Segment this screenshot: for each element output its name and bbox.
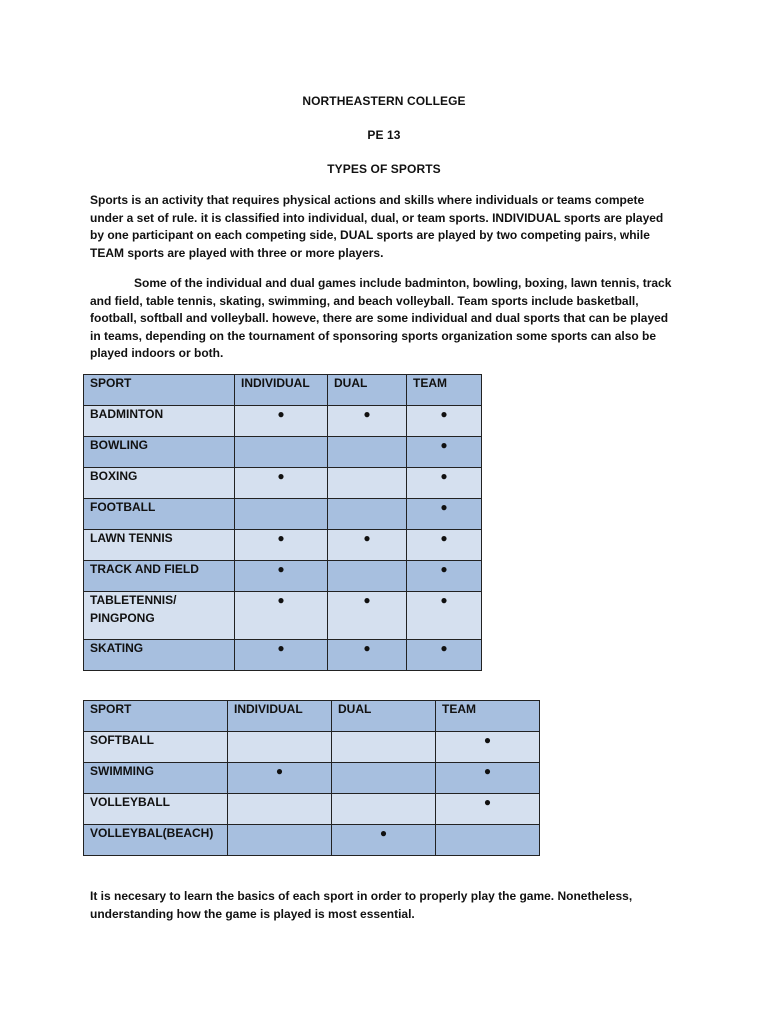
team-mark: ● (407, 592, 482, 640)
individual-mark: ● (228, 763, 332, 794)
intro-paragraph: Sports is an activity that requires physical actions and skills where individuals or teams compete under a set of rule. it is classified into individual, dual, or team sports. INDIVIDUAL sports are played by one participant on each competing side, DUAL sports are played by two competing pairs, while TEAM sports are played with three or more players. (90, 193, 664, 260)
team-mark: ● (407, 499, 482, 530)
team-mark: ● (436, 763, 540, 794)
institution-title: NORTHEASTERN COLLEGE (302, 94, 466, 108)
column-header: TEAM (407, 375, 482, 406)
sport-name-cell: TRACK AND FIELD (84, 561, 235, 592)
individual-mark: ● (235, 640, 328, 671)
column-header: TEAM (436, 701, 540, 732)
examples-paragraph (90, 275, 680, 363)
table-row (84, 592, 482, 640)
column-header: INDIVIDUAL (228, 701, 332, 732)
table-row (84, 732, 540, 763)
team-mark: ● (407, 468, 482, 499)
individual-mark (235, 499, 328, 530)
individual-mark: ● (235, 406, 328, 437)
table-row (84, 763, 540, 794)
table-row (84, 468, 482, 499)
dual-mark: ● (332, 825, 436, 856)
sport-name-line-2: PINGPONG (90, 610, 155, 625)
dual-mark: ● (328, 592, 407, 640)
dual-mark (328, 561, 407, 592)
table-row (84, 437, 482, 468)
sport-name-cell: SKATING (84, 640, 235, 671)
sports-table-1 (83, 374, 482, 671)
topic-title: TYPES OF SPORTS (327, 162, 441, 176)
sport-name-cell: VOLLEYBAL(BEACH) (84, 825, 228, 856)
team-mark: ● (436, 794, 540, 825)
table-row (84, 794, 540, 825)
sport-name-cell: SWIMMING (84, 763, 228, 794)
table-row (84, 640, 482, 671)
closing-paragraph: It is necesary to learn the basics of each sport in order to properly play the game. Nonetheless, understanding how the game is played is most essential. (90, 889, 633, 921)
table-header-row (84, 375, 482, 406)
team-mark: ● (436, 732, 540, 763)
column-header: INDIVIDUAL (235, 375, 328, 406)
sport-name-cell (84, 592, 235, 640)
individual-mark: ● (235, 592, 328, 640)
column-header: DUAL (332, 701, 436, 732)
individual-mark: ● (235, 561, 328, 592)
individual-mark: ● (235, 530, 328, 561)
team-mark: ● (407, 530, 482, 561)
team-mark: ● (407, 640, 482, 671)
table-row (84, 825, 540, 856)
sport-name-cell: BOWLING (84, 437, 235, 468)
dual-mark: ● (328, 406, 407, 437)
table-row (84, 499, 482, 530)
sport-name-line-1: TABLETENNIS/ (90, 593, 177, 607)
dual-mark (332, 794, 436, 825)
examples-paragraph-text: Some of the individual and dual games include badminton, bowling, boxing, lawn tennis, track and field, table tennis, skating, swimming, and beach volleyball. Team sports include basketball, football, softball and volleyball. howeve, there are some individual and dual sports that can be played in teams, depending on the tournament of sponsoring sports organization some sports can also be played indoors or both. (90, 276, 672, 361)
team-mark (436, 825, 540, 856)
sport-name-cell: BADMINTON (84, 406, 235, 437)
dual-mark (328, 499, 407, 530)
sport-name-cell: BOXING (84, 468, 235, 499)
individual-mark (228, 794, 332, 825)
sport-name-cell: VOLLEYBALL (84, 794, 228, 825)
dual-mark: ● (328, 640, 407, 671)
table-row (84, 406, 482, 437)
table-row (84, 530, 482, 561)
course-code: PE 13 (367, 128, 401, 142)
dual-mark (328, 468, 407, 499)
column-header: DUAL (328, 375, 407, 406)
team-mark: ● (407, 437, 482, 468)
table-header-row (84, 701, 540, 732)
dual-mark (332, 732, 436, 763)
individual-mark (235, 437, 328, 468)
sport-name-cell: LAWN TENNIS (84, 530, 235, 561)
sport-name-cell: FOOTBALL (84, 499, 235, 530)
individual-mark (228, 825, 332, 856)
sport-name-cell: SOFTBALL (84, 732, 228, 763)
individual-mark: ● (235, 468, 328, 499)
column-header: SPORT (84, 375, 235, 406)
dual-mark (328, 437, 407, 468)
team-mark: ● (407, 561, 482, 592)
team-mark: ● (407, 406, 482, 437)
table-row (84, 561, 482, 592)
dual-mark (332, 763, 436, 794)
sports-table-2 (83, 700, 540, 856)
column-header: SPORT (84, 701, 228, 732)
dual-mark: ● (328, 530, 407, 561)
individual-mark (228, 732, 332, 763)
